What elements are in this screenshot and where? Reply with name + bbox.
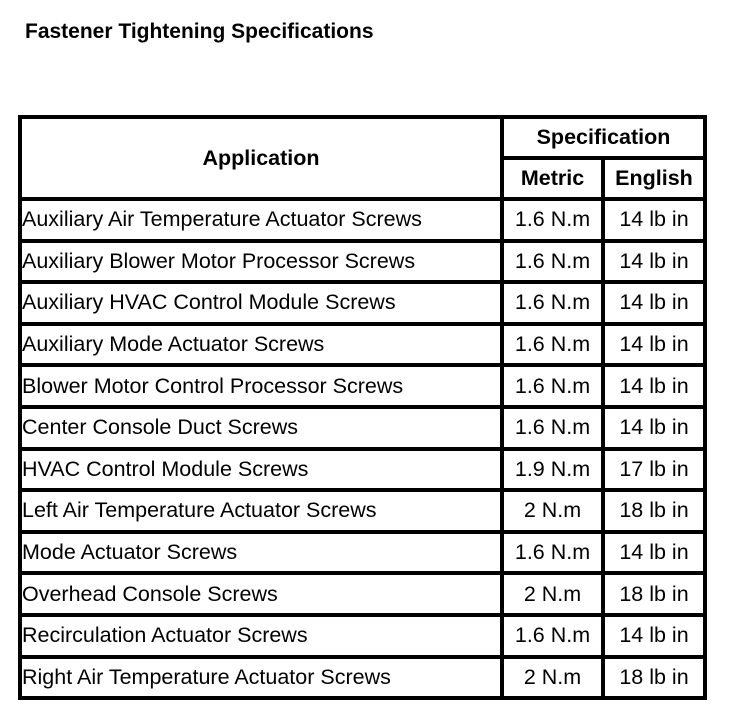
cell-english: 18 lb in bbox=[605, 575, 703, 613]
cell-application: Mode Actuator Screws bbox=[22, 534, 500, 572]
cell-application: Auxiliary Air Temperature Actuator Screws bbox=[22, 201, 500, 239]
table-row bbox=[22, 534, 703, 572]
cell-application: Auxiliary Blower Motor Processor Screws bbox=[22, 243, 500, 281]
cell-application: Center Console Duct Screws bbox=[22, 409, 500, 447]
cell-english: 14 lb in bbox=[605, 284, 703, 322]
cell-english: 14 lb in bbox=[605, 201, 703, 239]
cell-application: Blower Motor Control Processor Screws bbox=[22, 367, 500, 405]
cell-metric: 1.6 N.m bbox=[504, 409, 601, 447]
cell-metric: 2 N.m bbox=[504, 492, 601, 530]
table-row bbox=[22, 326, 703, 364]
cell-metric: 1.6 N.m bbox=[504, 284, 601, 322]
header-specification: Specification bbox=[504, 119, 703, 156]
cell-english: 18 lb in bbox=[605, 659, 703, 697]
cell-metric: 1.6 N.m bbox=[504, 617, 601, 655]
table-row bbox=[22, 451, 703, 489]
header-metric: Metric bbox=[504, 160, 601, 197]
cell-application: Auxiliary Mode Actuator Screws bbox=[22, 326, 500, 364]
cell-metric: 1.6 N.m bbox=[504, 201, 601, 239]
cell-metric: 2 N.m bbox=[504, 659, 601, 697]
page-title: Fastener Tightening Specifications bbox=[25, 20, 374, 43]
cell-metric: 2 N.m bbox=[504, 575, 601, 613]
cell-application: HVAC Control Module Screws bbox=[22, 451, 500, 489]
table-row bbox=[22, 284, 703, 322]
cell-english: 14 lb in bbox=[605, 617, 703, 655]
cell-metric: 1.6 N.m bbox=[504, 326, 601, 364]
cell-application: Overhead Console Screws bbox=[22, 575, 500, 613]
cell-application: Recirculation Actuator Screws bbox=[22, 617, 500, 655]
table-row bbox=[22, 659, 703, 697]
cell-application: Auxiliary HVAC Control Module Screws bbox=[22, 284, 500, 322]
cell-application: Right Air Temperature Actuator Screws bbox=[22, 659, 500, 697]
table-row bbox=[22, 617, 703, 655]
cell-english: 14 lb in bbox=[605, 409, 703, 447]
cell-metric: 1.6 N.m bbox=[504, 243, 601, 281]
cell-application: Left Air Temperature Actuator Screws bbox=[22, 492, 500, 530]
cell-english: 14 lb in bbox=[605, 534, 703, 572]
table-row bbox=[22, 492, 703, 530]
table-row bbox=[22, 201, 703, 239]
cell-metric: 1.9 N.m bbox=[504, 451, 601, 489]
cell-metric: 1.6 N.m bbox=[504, 534, 601, 572]
cell-english: 14 lb in bbox=[605, 326, 703, 364]
cell-metric: 1.6 N.m bbox=[504, 367, 601, 405]
table-row bbox=[22, 409, 703, 447]
table-row bbox=[22, 243, 703, 281]
table-row bbox=[22, 575, 703, 613]
header-english: English bbox=[605, 160, 703, 197]
header-application: Application bbox=[22, 119, 500, 197]
cell-english: 17 lb in bbox=[605, 451, 703, 489]
cell-english: 14 lb in bbox=[605, 367, 703, 405]
fastener-spec-table bbox=[18, 115, 707, 700]
cell-english: 14 lb in bbox=[605, 243, 703, 281]
table-row bbox=[22, 367, 703, 405]
cell-english: 18 lb in bbox=[605, 492, 703, 530]
